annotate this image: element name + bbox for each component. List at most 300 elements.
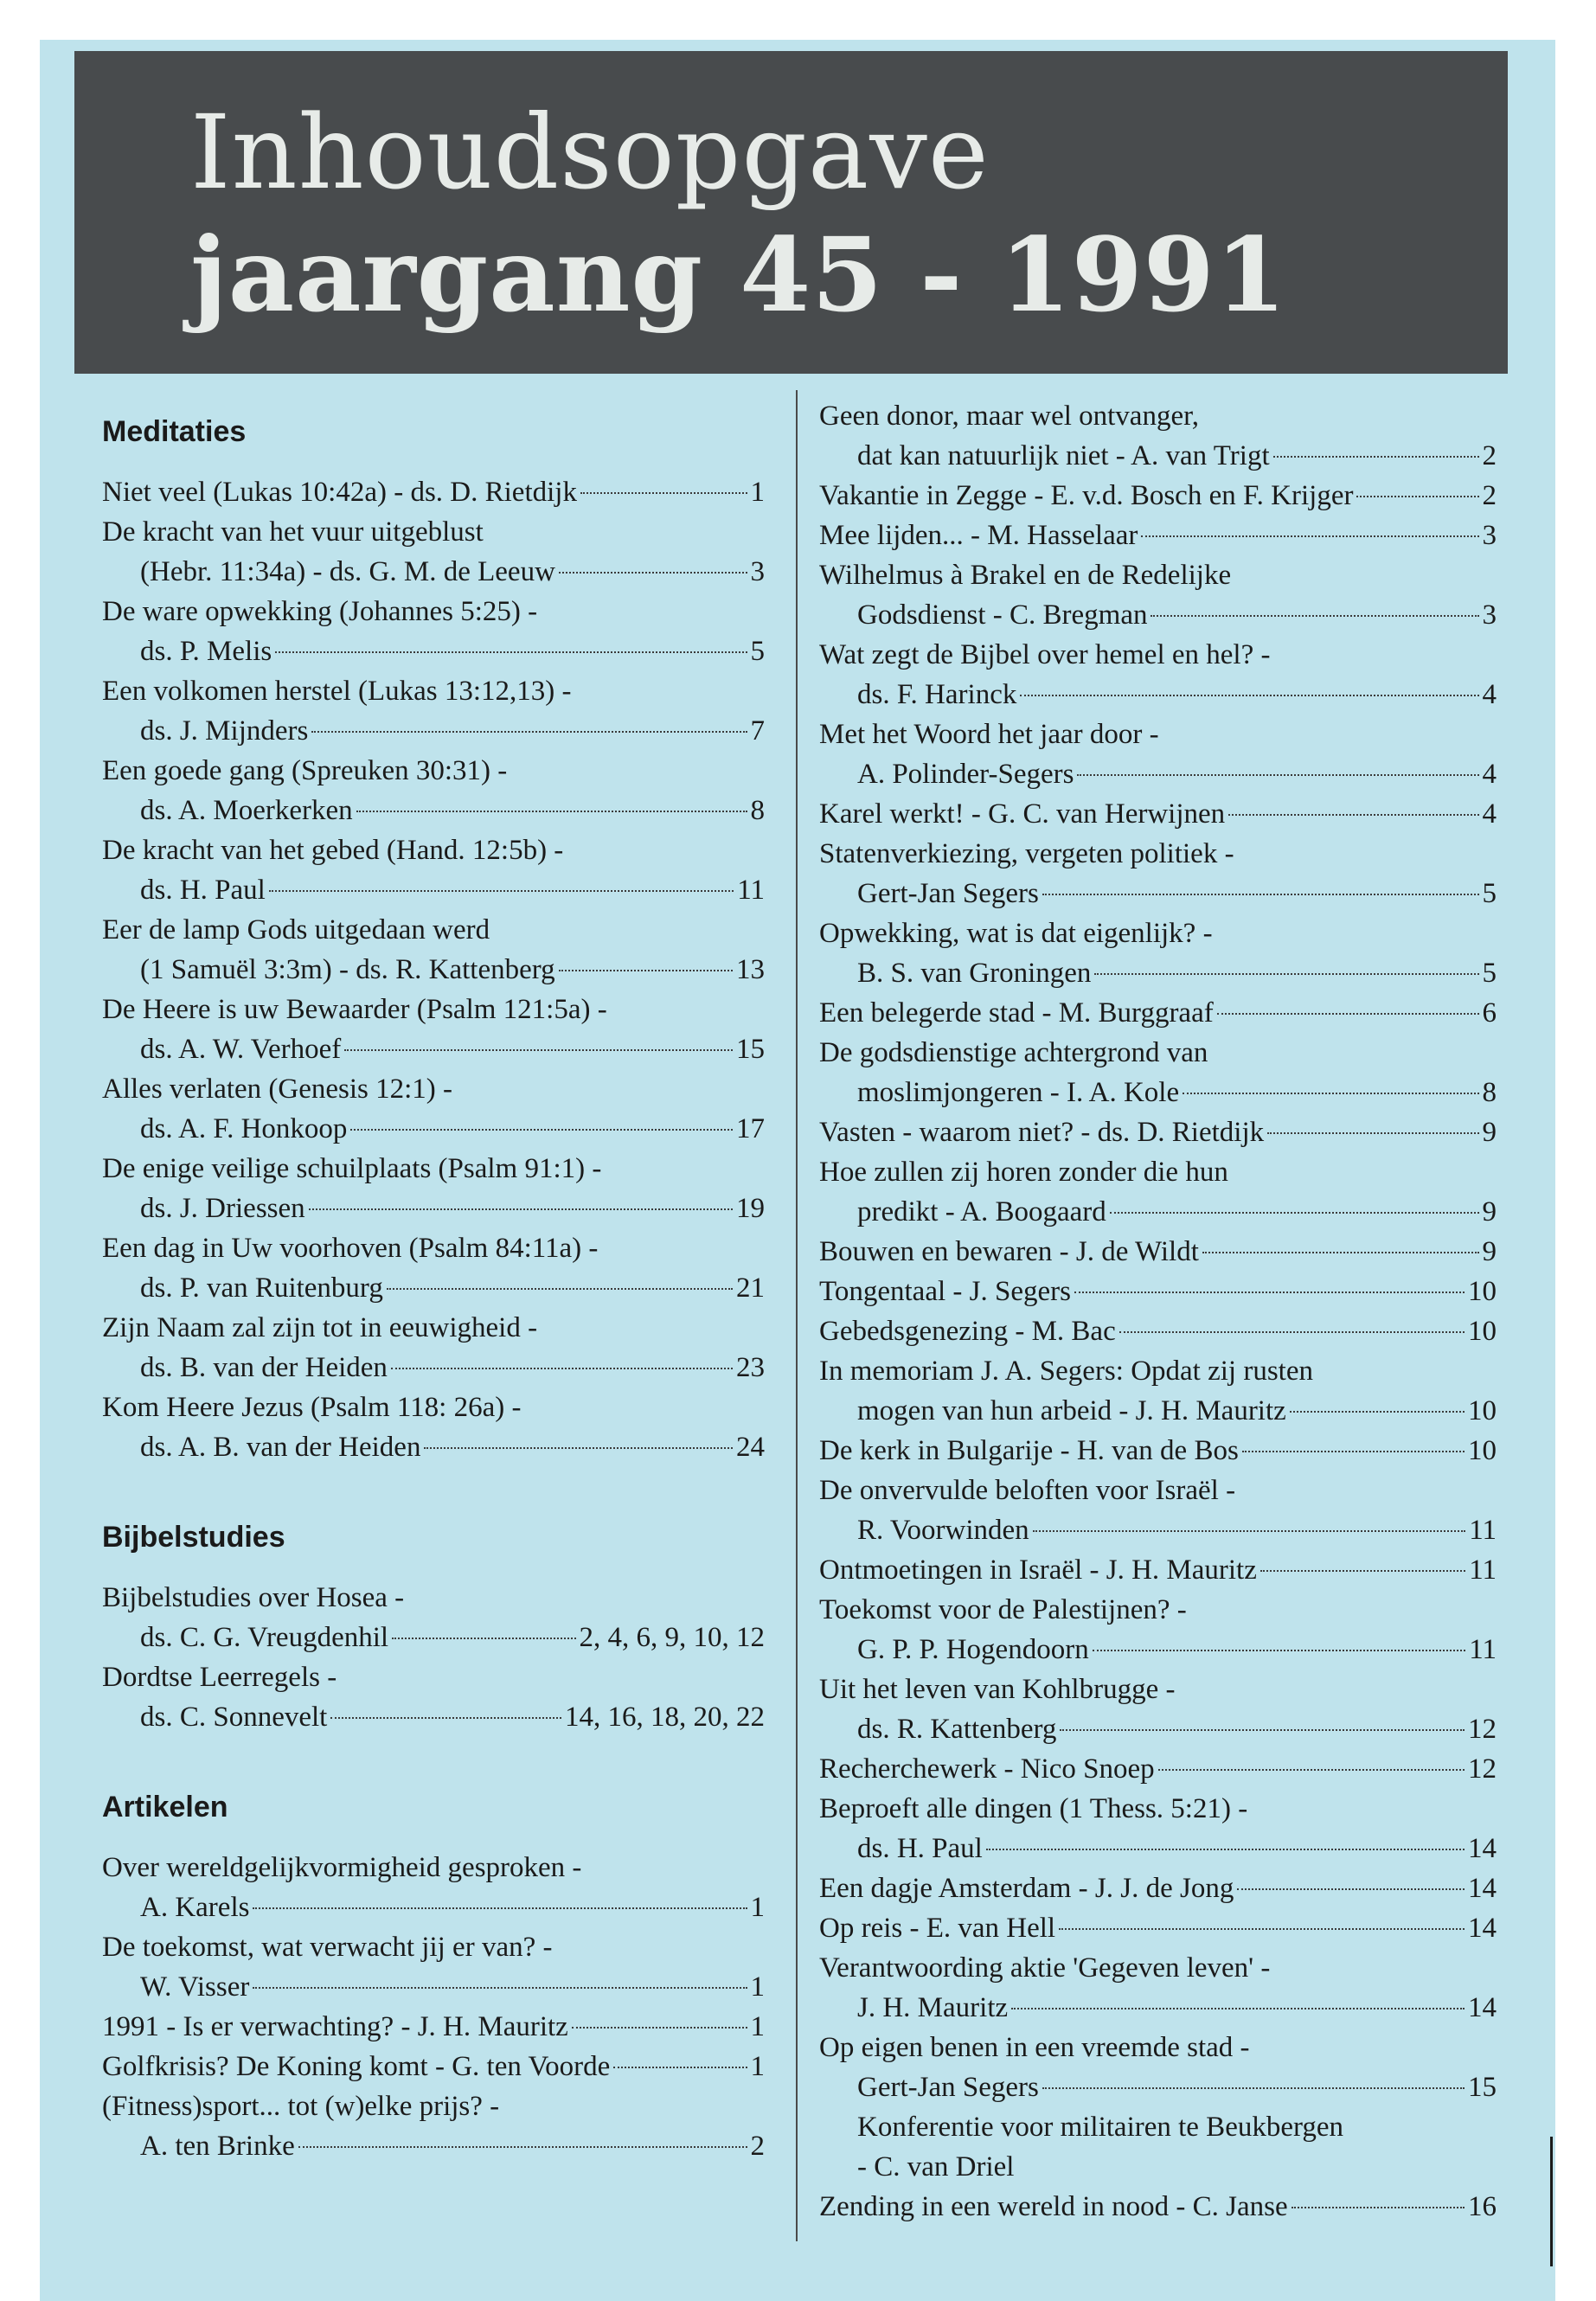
toc-page-number: 14 xyxy=(1468,1992,1497,2023)
toc-entry-line xyxy=(819,2147,1497,2187)
toc-page-number: 3 xyxy=(1482,520,1497,551)
toc-entry-line xyxy=(819,1431,1497,1471)
toc-entry xyxy=(819,1471,1497,1550)
toc-page-number: 14 xyxy=(1468,1913,1497,1944)
toc-entry-line xyxy=(102,1927,765,1967)
toc-entry-text: Statenverkiezing, vergeten politiek - xyxy=(819,838,1234,869)
toc-entry xyxy=(819,1948,1497,2028)
toc-entry xyxy=(819,2187,1497,2227)
toc-entry-line xyxy=(102,1888,765,1927)
toc-entry-text: ds. J. Driessen xyxy=(140,1193,305,1224)
toc-entry-text: predikt - A. Boogaard xyxy=(857,1196,1106,1227)
toc-entry-text: De kerk in Bulgarije - H. van de Bos xyxy=(819,1435,1239,1466)
toc-entry-line xyxy=(819,2187,1497,2227)
toc-entry-text: A. Karels xyxy=(140,1892,250,1923)
toc-entry xyxy=(102,1308,765,1388)
toc-entry xyxy=(102,2047,765,2086)
toc-page-number: 6 xyxy=(1482,997,1497,1029)
toc-entry xyxy=(102,1927,765,2007)
toc-entry xyxy=(819,1272,1497,1311)
dot-leader xyxy=(580,492,747,494)
toc-entry-line xyxy=(102,791,765,830)
dot-leader xyxy=(1110,1212,1479,1214)
toc-entry-text: Zending in een wereld in nood - C. Janse xyxy=(819,2191,1288,2222)
toc-page-number: 4 xyxy=(1482,798,1497,830)
toc-entry-text: ds. H. Paul xyxy=(857,1833,983,1864)
section-heading: Bijbelstudies xyxy=(102,1521,285,1554)
toc-entry xyxy=(102,1149,765,1228)
toc-page-number: 14 xyxy=(1468,1833,1497,1864)
toc-entry-text: De toekomst, wat verwacht jij er van? - xyxy=(102,1932,553,1963)
toc-entry xyxy=(102,1069,765,1149)
toc-entry-line xyxy=(819,1232,1497,1272)
toc-entry xyxy=(819,1311,1497,1351)
toc-entry-text: (Fitness)sport... tot (w)elke prijs? - xyxy=(102,2091,500,2122)
dot-leader xyxy=(1011,2008,1465,2009)
toc-entry xyxy=(819,1670,1497,1749)
toc-entry-line xyxy=(819,516,1497,555)
toc-entry-line xyxy=(819,396,1497,436)
toc-entry-text: Een dag in Uw voorhoven (Psalm 84:11a) - xyxy=(102,1233,599,1264)
dot-leader xyxy=(344,1049,733,1051)
toc-entry-line xyxy=(102,830,765,870)
dot-leader xyxy=(1242,1451,1465,1452)
toc-page-number: 12 xyxy=(1468,1714,1497,1745)
toc-entry-text: Alles verlaten (Genesis 12:1) - xyxy=(102,1074,453,1105)
toc-entry-text: Wilhelmus à Brakel en de Redelijke xyxy=(819,560,1232,591)
toc-entry-text: Tongentaal - J. Segers xyxy=(819,1276,1071,1307)
toc-entry-line xyxy=(819,1868,1497,1908)
toc-entry-line xyxy=(819,993,1497,1033)
toc-entry-line xyxy=(819,1709,1497,1749)
toc-entry-line xyxy=(102,1228,765,1268)
toc-entry-line xyxy=(102,1618,765,1657)
toc-entry-line xyxy=(102,671,765,711)
right-column xyxy=(819,396,1497,2227)
dot-leader xyxy=(350,1129,733,1131)
dot-leader xyxy=(1077,774,1478,776)
toc-entry-line xyxy=(102,990,765,1029)
toc-entry-line xyxy=(819,1073,1497,1112)
dot-leader xyxy=(1060,1729,1465,1731)
left-column xyxy=(102,412,765,2216)
toc-entry-text: ds. P. Melis xyxy=(140,636,272,667)
toc-entry-text: Vakantie in Zegge - E. v.d. Bosch en F. Krijger xyxy=(819,480,1354,511)
toc-entry-line xyxy=(102,2086,765,2126)
toc-entry-text: Op eigen benen in een vreemde stad - xyxy=(819,2032,1250,2063)
toc-page-number: 17 xyxy=(736,1113,765,1144)
toc-page-number: 10 xyxy=(1468,1276,1497,1307)
toc-entry xyxy=(102,512,765,592)
toc-entry-line xyxy=(102,1149,765,1189)
toc-entry-text: Toekomst voor de Palestijnen? - xyxy=(819,1594,1187,1625)
toc-page-number: 10 xyxy=(1468,1316,1497,1347)
toc-entry xyxy=(819,1112,1497,1152)
dot-leader xyxy=(392,1638,575,1639)
toc-entry xyxy=(102,1657,765,1737)
toc-entry-line xyxy=(819,1988,1497,2028)
dot-leader xyxy=(311,731,747,733)
toc-entry-line xyxy=(819,1590,1497,1630)
dot-leader xyxy=(559,970,733,971)
toc-entry-text: Over wereldgelijkvormigheid gesproken - xyxy=(102,1852,582,1883)
toc-entry xyxy=(819,635,1497,715)
toc-entry-line xyxy=(819,476,1497,516)
dot-leader xyxy=(1158,1769,1465,1771)
toc-entry-line xyxy=(819,2028,1497,2067)
toc-entry xyxy=(102,592,765,671)
dot-leader xyxy=(1217,1013,1479,1015)
toc-entry-text: Een goede gang (Spreuken 30:31) - xyxy=(102,755,508,786)
toc-page-number: 1 xyxy=(750,2011,765,2042)
toc-page-number: 8 xyxy=(1482,1077,1497,1108)
toc-entry-text: Mee lijden... - M. Hasselaar xyxy=(819,520,1138,551)
toc-entry-line xyxy=(102,1348,765,1388)
toc-page-number: 3 xyxy=(1482,599,1497,631)
toc-entry-line xyxy=(102,2007,765,2047)
toc-page-number: 11 xyxy=(1469,1515,1497,1546)
toc-entry-list xyxy=(102,1578,765,1737)
toc-entry-line xyxy=(102,1697,765,1737)
toc-entry-text: Verantwoording aktie 'Gegeven leven' - xyxy=(819,1952,1271,1984)
toc-entry xyxy=(819,1033,1497,1112)
toc-entry xyxy=(819,794,1497,834)
toc-page-number: 2 xyxy=(1482,480,1497,511)
toc-entry-line xyxy=(102,1109,765,1149)
toc-page-number: 1 xyxy=(750,1892,765,1923)
toc-entry xyxy=(819,834,1497,913)
toc-entry-text: A. ten Brinke xyxy=(140,2131,295,2162)
toc-entry-line xyxy=(102,512,765,552)
dot-leader xyxy=(1119,1331,1465,1333)
toc-entry-list xyxy=(102,1848,765,2166)
toc-entry xyxy=(102,671,765,751)
toc-entry-text: 1991 - Is er verwachting? - J. H. Mauritz xyxy=(102,2011,568,2042)
toc-page-number: 9 xyxy=(1482,1236,1497,1267)
toc-entry-line xyxy=(819,1749,1497,1789)
toc-entry xyxy=(819,1431,1497,1471)
toc-entry-text: Kom Heere Jezus (Psalm 118: 26a) - xyxy=(102,1392,522,1423)
toc-entry-line xyxy=(102,870,765,910)
toc-page-number: 9 xyxy=(1482,1196,1497,1227)
toc-entry xyxy=(102,2086,765,2166)
toc-entry-text: J. H. Mauritz xyxy=(857,1992,1009,2023)
toc-page-number: 23 xyxy=(736,1352,765,1383)
dot-leader xyxy=(1228,814,1478,816)
toc-entry-line xyxy=(102,751,765,791)
toc-page-number: 7 xyxy=(750,715,765,747)
toc-entry-line xyxy=(819,1829,1497,1868)
dot-leader xyxy=(986,1849,1465,1850)
toc-entry-text: ds. A. W. Verhoef xyxy=(140,1034,342,1065)
toc-entry-text: ds. A. F. Honkoop xyxy=(140,1113,348,1144)
section-heading: Meditaties xyxy=(102,415,247,448)
toc-entry xyxy=(819,1351,1497,1431)
dot-leader xyxy=(1202,1252,1479,1253)
toc-entry-text: ds. C. Sonnevelt xyxy=(140,1702,328,1733)
toc-entry-text: Ontmoetingen in Israël - J. H. Mauritz xyxy=(819,1554,1257,1586)
toc-entry xyxy=(819,1232,1497,1272)
toc-entry-text: De godsdienstige achtergrond van xyxy=(819,1037,1208,1068)
toc-entry-text: De kracht van het vuur uitgeblust xyxy=(102,516,484,548)
toc-page-number: 9 xyxy=(1482,1117,1497,1148)
toc-entry-text: Konferentie voor militairen te Beukbergen xyxy=(857,2112,1344,2143)
toc-entry-line xyxy=(102,1657,765,1697)
toc-entry-text: ds. B. van der Heiden xyxy=(140,1352,388,1383)
toc-entry-text: Bijbelstudies over Hosea - xyxy=(102,1582,405,1613)
toc-entry-text: ds. F. Harinck xyxy=(857,679,1017,710)
toc-entry xyxy=(819,715,1497,794)
toc-entry xyxy=(819,1550,1497,1590)
dot-leader xyxy=(269,890,734,892)
toc-entry-line xyxy=(819,1789,1497,1829)
toc-page-number: 14 xyxy=(1468,1873,1497,1904)
dot-leader xyxy=(253,1987,747,1989)
toc-entry-line xyxy=(102,950,765,990)
dot-leader xyxy=(559,572,747,574)
toc-entry xyxy=(819,1749,1497,1789)
toc-entry-line xyxy=(819,1550,1497,1590)
toc-entry-text: Gert-Jan Segers xyxy=(857,2072,1039,2103)
toc-entry-text: R. Voorwinden xyxy=(857,1515,1029,1546)
toc-entry-text: Bouwen en bewaren - J. de Wildt xyxy=(819,1236,1199,1267)
toc-entry-line xyxy=(819,754,1497,794)
column-divider xyxy=(796,390,798,2241)
toc-entry-text: - C. van Driel xyxy=(857,2151,1015,2182)
toc-entry-text: Golfkrisis? De Koning komt - G. ten Voorde xyxy=(102,2051,611,2082)
toc-entry-line xyxy=(102,592,765,631)
toc-entry-text: ds. R. Kattenberg xyxy=(857,1714,1057,1745)
toc-entry-line xyxy=(819,913,1497,953)
toc-entry-line xyxy=(819,1670,1497,1709)
dot-leader xyxy=(356,811,747,812)
toc-entry-line xyxy=(819,1510,1497,1550)
toc-entry-list xyxy=(102,472,765,1467)
toc-entry xyxy=(819,1789,1497,1868)
toc-entry-line xyxy=(102,1069,765,1109)
page-edge-line xyxy=(1550,2137,1553,2266)
toc-entry-text: Gert-Jan Segers xyxy=(857,878,1039,909)
toc-entry xyxy=(102,1228,765,1308)
toc-page-number: 15 xyxy=(736,1034,765,1065)
dot-leader xyxy=(391,1368,733,1369)
toc-section xyxy=(102,1787,765,2166)
toc-entry-line xyxy=(819,2067,1497,2107)
dot-leader xyxy=(1237,1888,1465,1890)
toc-entry-line xyxy=(102,1029,765,1069)
toc-entry xyxy=(819,476,1497,516)
dot-leader xyxy=(1273,456,1479,458)
toc-entry xyxy=(102,472,765,512)
dot-leader xyxy=(1020,695,1478,696)
toc-entry xyxy=(102,751,765,830)
toc-entry-text: Met het Woord het jaar door - xyxy=(819,719,1159,750)
dot-leader xyxy=(1042,894,1479,895)
dot-leader xyxy=(1093,1650,1466,1651)
toc-entry-line xyxy=(819,1311,1497,1351)
toc-entry-line xyxy=(819,874,1497,913)
toc-page-number: 5 xyxy=(1482,958,1497,989)
toc-entry-list xyxy=(819,396,1497,2227)
dot-leader xyxy=(572,2027,747,2029)
toc-entry-text: Opwekking, wat is dat eigenlijk? - xyxy=(819,918,1213,949)
toc-entry-line xyxy=(102,1268,765,1308)
toc-entry-text: (Hebr. 11:34a) - ds. G. M. de Leeuw xyxy=(140,556,555,587)
toc-page-number: 10 xyxy=(1468,1395,1497,1426)
toc-entry-text: De kracht van het gebed (Hand. 12:5b) - xyxy=(102,835,564,866)
dot-leader xyxy=(1141,535,1478,537)
toc-page-number: 4 xyxy=(1482,759,1497,790)
toc-page-number: 11 xyxy=(737,875,765,906)
toc-entry-text: dat kan natuurlijk niet - A. van Trigt xyxy=(857,440,1270,471)
dot-leader xyxy=(330,1717,561,1719)
dot-leader xyxy=(309,1208,733,1210)
toc-entry-line xyxy=(819,1630,1497,1670)
toc-page-number: 11 xyxy=(1469,1634,1497,1665)
toc-entry-line xyxy=(819,794,1497,834)
toc-entry-line xyxy=(102,472,765,512)
toc-entry-text: (1 Samuël 3:3m) - ds. R. Kattenberg xyxy=(140,954,555,985)
toc-entry xyxy=(819,555,1497,635)
toc-entry-line xyxy=(819,1033,1497,1073)
toc-entry-text: Godsdienst - C. Bregman xyxy=(857,599,1148,631)
toc-entry-line xyxy=(102,2126,765,2166)
toc-entry-text: Op reis - E. van Hell xyxy=(819,1913,1056,1944)
toc-entry-text: Gebedsgenezing - M. Bac xyxy=(819,1316,1116,1347)
toc-entry-text: In memoriam J. A. Segers: Opdat zij rusten xyxy=(819,1356,1313,1387)
toc-entry-text: ds. H. Paul xyxy=(140,875,266,906)
toc-entry xyxy=(819,913,1497,993)
toc-entry-text: Een dagje Amsterdam - J. J. de Jong xyxy=(819,1873,1234,1904)
toc-entry-line xyxy=(102,2047,765,2086)
toc-page-number: 21 xyxy=(736,1272,765,1304)
toc-entry-text: De enige veilige schuilplaats (Psalm 91:1) - xyxy=(102,1153,602,1184)
toc-entry-text: Dordtse Leerregels - xyxy=(102,1662,337,1693)
toc-page-number: 15 xyxy=(1468,2072,1497,2103)
dot-leader xyxy=(387,1288,733,1290)
toc-entry-line xyxy=(819,1908,1497,1948)
toc-entry xyxy=(102,990,765,1069)
toc-entry-line xyxy=(102,552,765,592)
toc-entry-line xyxy=(819,715,1497,754)
dot-leader xyxy=(1033,1530,1466,1532)
toc-page-number: 2 xyxy=(750,2131,765,2162)
toc-entry-text: De ware opwekking (Johannes 5:25) - xyxy=(102,596,538,627)
toc-entry-text: G. P. P. Hogendoorn xyxy=(857,1634,1089,1665)
toc-entry-text: ds. J. Mijnders xyxy=(140,715,309,747)
toc-page-number: 5 xyxy=(750,636,765,667)
toc-entry-text: Hoe zullen zij horen zonder die hun xyxy=(819,1157,1228,1188)
toc-entry-text: De Heere is uw Bewaarder (Psalm 121:5a) - xyxy=(102,994,607,1025)
toc-entry xyxy=(819,1152,1497,1232)
toc-page-number: 4 xyxy=(1482,679,1497,710)
toc-entry-text: ds. A. Moerkerken xyxy=(140,795,353,826)
toc-page-number: 8 xyxy=(750,795,765,826)
toc-entry xyxy=(819,1908,1497,1948)
toc-entry-text: Wat zegt de Bijbel over hemel en hel? - xyxy=(819,639,1271,670)
toc-page-number: 1 xyxy=(750,477,765,508)
toc-entry-line xyxy=(819,1112,1497,1152)
toc-entry xyxy=(819,396,1497,476)
toc-entry-text: De onvervulde beloften voor Israël - xyxy=(819,1475,1236,1506)
dot-leader xyxy=(1292,2207,1465,2208)
toc-entry xyxy=(102,1388,765,1467)
dot-leader xyxy=(298,2146,747,2148)
toc-page-number: 11 xyxy=(1469,1554,1497,1586)
dot-leader xyxy=(1059,1928,1465,1930)
toc-entry-line xyxy=(102,631,765,671)
toc-entry-line xyxy=(819,635,1497,675)
toc-entry xyxy=(819,1590,1497,1670)
toc-entry-line xyxy=(102,1578,765,1618)
dot-leader xyxy=(1042,2087,1465,2089)
toc-entry-line xyxy=(819,436,1497,476)
toc-entry-text: Beproeft alle dingen (1 Thess. 5:21) - xyxy=(819,1793,1248,1824)
title-line-1: Inhoudsopgave xyxy=(190,93,990,212)
dot-leader xyxy=(1267,1132,1478,1134)
toc-entry-text: moslimjongeren - I. A. Kole xyxy=(857,1077,1180,1108)
toc-page-number: 5 xyxy=(1482,878,1497,909)
toc-entry-text: ds. A. B. van der Heiden xyxy=(140,1432,421,1463)
toc-page-number: 10 xyxy=(1468,1435,1497,1466)
toc-page-number: 1 xyxy=(750,1971,765,2003)
dot-leader xyxy=(424,1447,733,1449)
toc-entry-line xyxy=(819,1152,1497,1192)
toc-entry-text: Zijn Naam zal zijn tot in eeuwigheid - xyxy=(102,1312,538,1343)
toc-entry-line xyxy=(819,2107,1497,2147)
dot-leader xyxy=(1094,973,1478,975)
toc-entry-text: Uit het leven van Kohlbrugge - xyxy=(819,1674,1176,1705)
toc-entry xyxy=(819,516,1497,555)
toc-entry-text: Een belegerde stad - M. Burggraaf xyxy=(819,997,1214,1029)
toc-entry-line xyxy=(102,1848,765,1888)
toc-entry-line xyxy=(819,1192,1497,1232)
toc-entry-line xyxy=(819,595,1497,635)
dot-leader xyxy=(1151,615,1478,617)
toc-entry xyxy=(102,1848,765,1927)
toc-entry xyxy=(819,1868,1497,1908)
toc-entry-line xyxy=(819,1391,1497,1431)
toc-entry-line xyxy=(819,555,1497,595)
toc-entry-text: W. Visser xyxy=(140,1971,250,2003)
toc-entry-text: Vasten - waarom niet? - ds. D. Rietdijk xyxy=(819,1117,1265,1148)
toc-section xyxy=(102,1517,765,1737)
toc-entry-line xyxy=(819,1272,1497,1311)
toc-entry-line xyxy=(102,1427,765,1467)
toc-page-number: 24 xyxy=(736,1432,765,1463)
toc-entry-line xyxy=(102,1967,765,2007)
section-heading: Artikelen xyxy=(102,1791,228,1823)
dot-leader xyxy=(1074,1292,1465,1293)
toc-entry xyxy=(102,1578,765,1657)
dot-leader xyxy=(1183,1093,1478,1094)
dot-leader xyxy=(1260,1570,1465,1572)
toc-page-number: 2 xyxy=(1482,440,1497,471)
toc-entry-line xyxy=(819,675,1497,715)
toc-entry-text: mogen van hun arbeid - J. H. Mauritz xyxy=(857,1395,1286,1426)
toc-entry-line xyxy=(819,1948,1497,1988)
toc-page-number: 3 xyxy=(750,556,765,587)
toc-entry-text: Een volkomen herstel (Lukas 13:12,13) - xyxy=(102,676,572,707)
toc-entry-line xyxy=(102,1308,765,1348)
toc-page-number: 14, 16, 18, 20, 22 xyxy=(565,1702,765,1733)
title-line-2: jaargang 45 - 1991 xyxy=(190,215,1287,335)
toc-entry-line xyxy=(102,1388,765,1427)
toc-entry-line xyxy=(102,1189,765,1228)
toc-page-number: 19 xyxy=(736,1193,765,1224)
toc-entry xyxy=(102,2007,765,2047)
toc-entry-text: Geen donor, maar wel ontvanger, xyxy=(819,401,1200,432)
